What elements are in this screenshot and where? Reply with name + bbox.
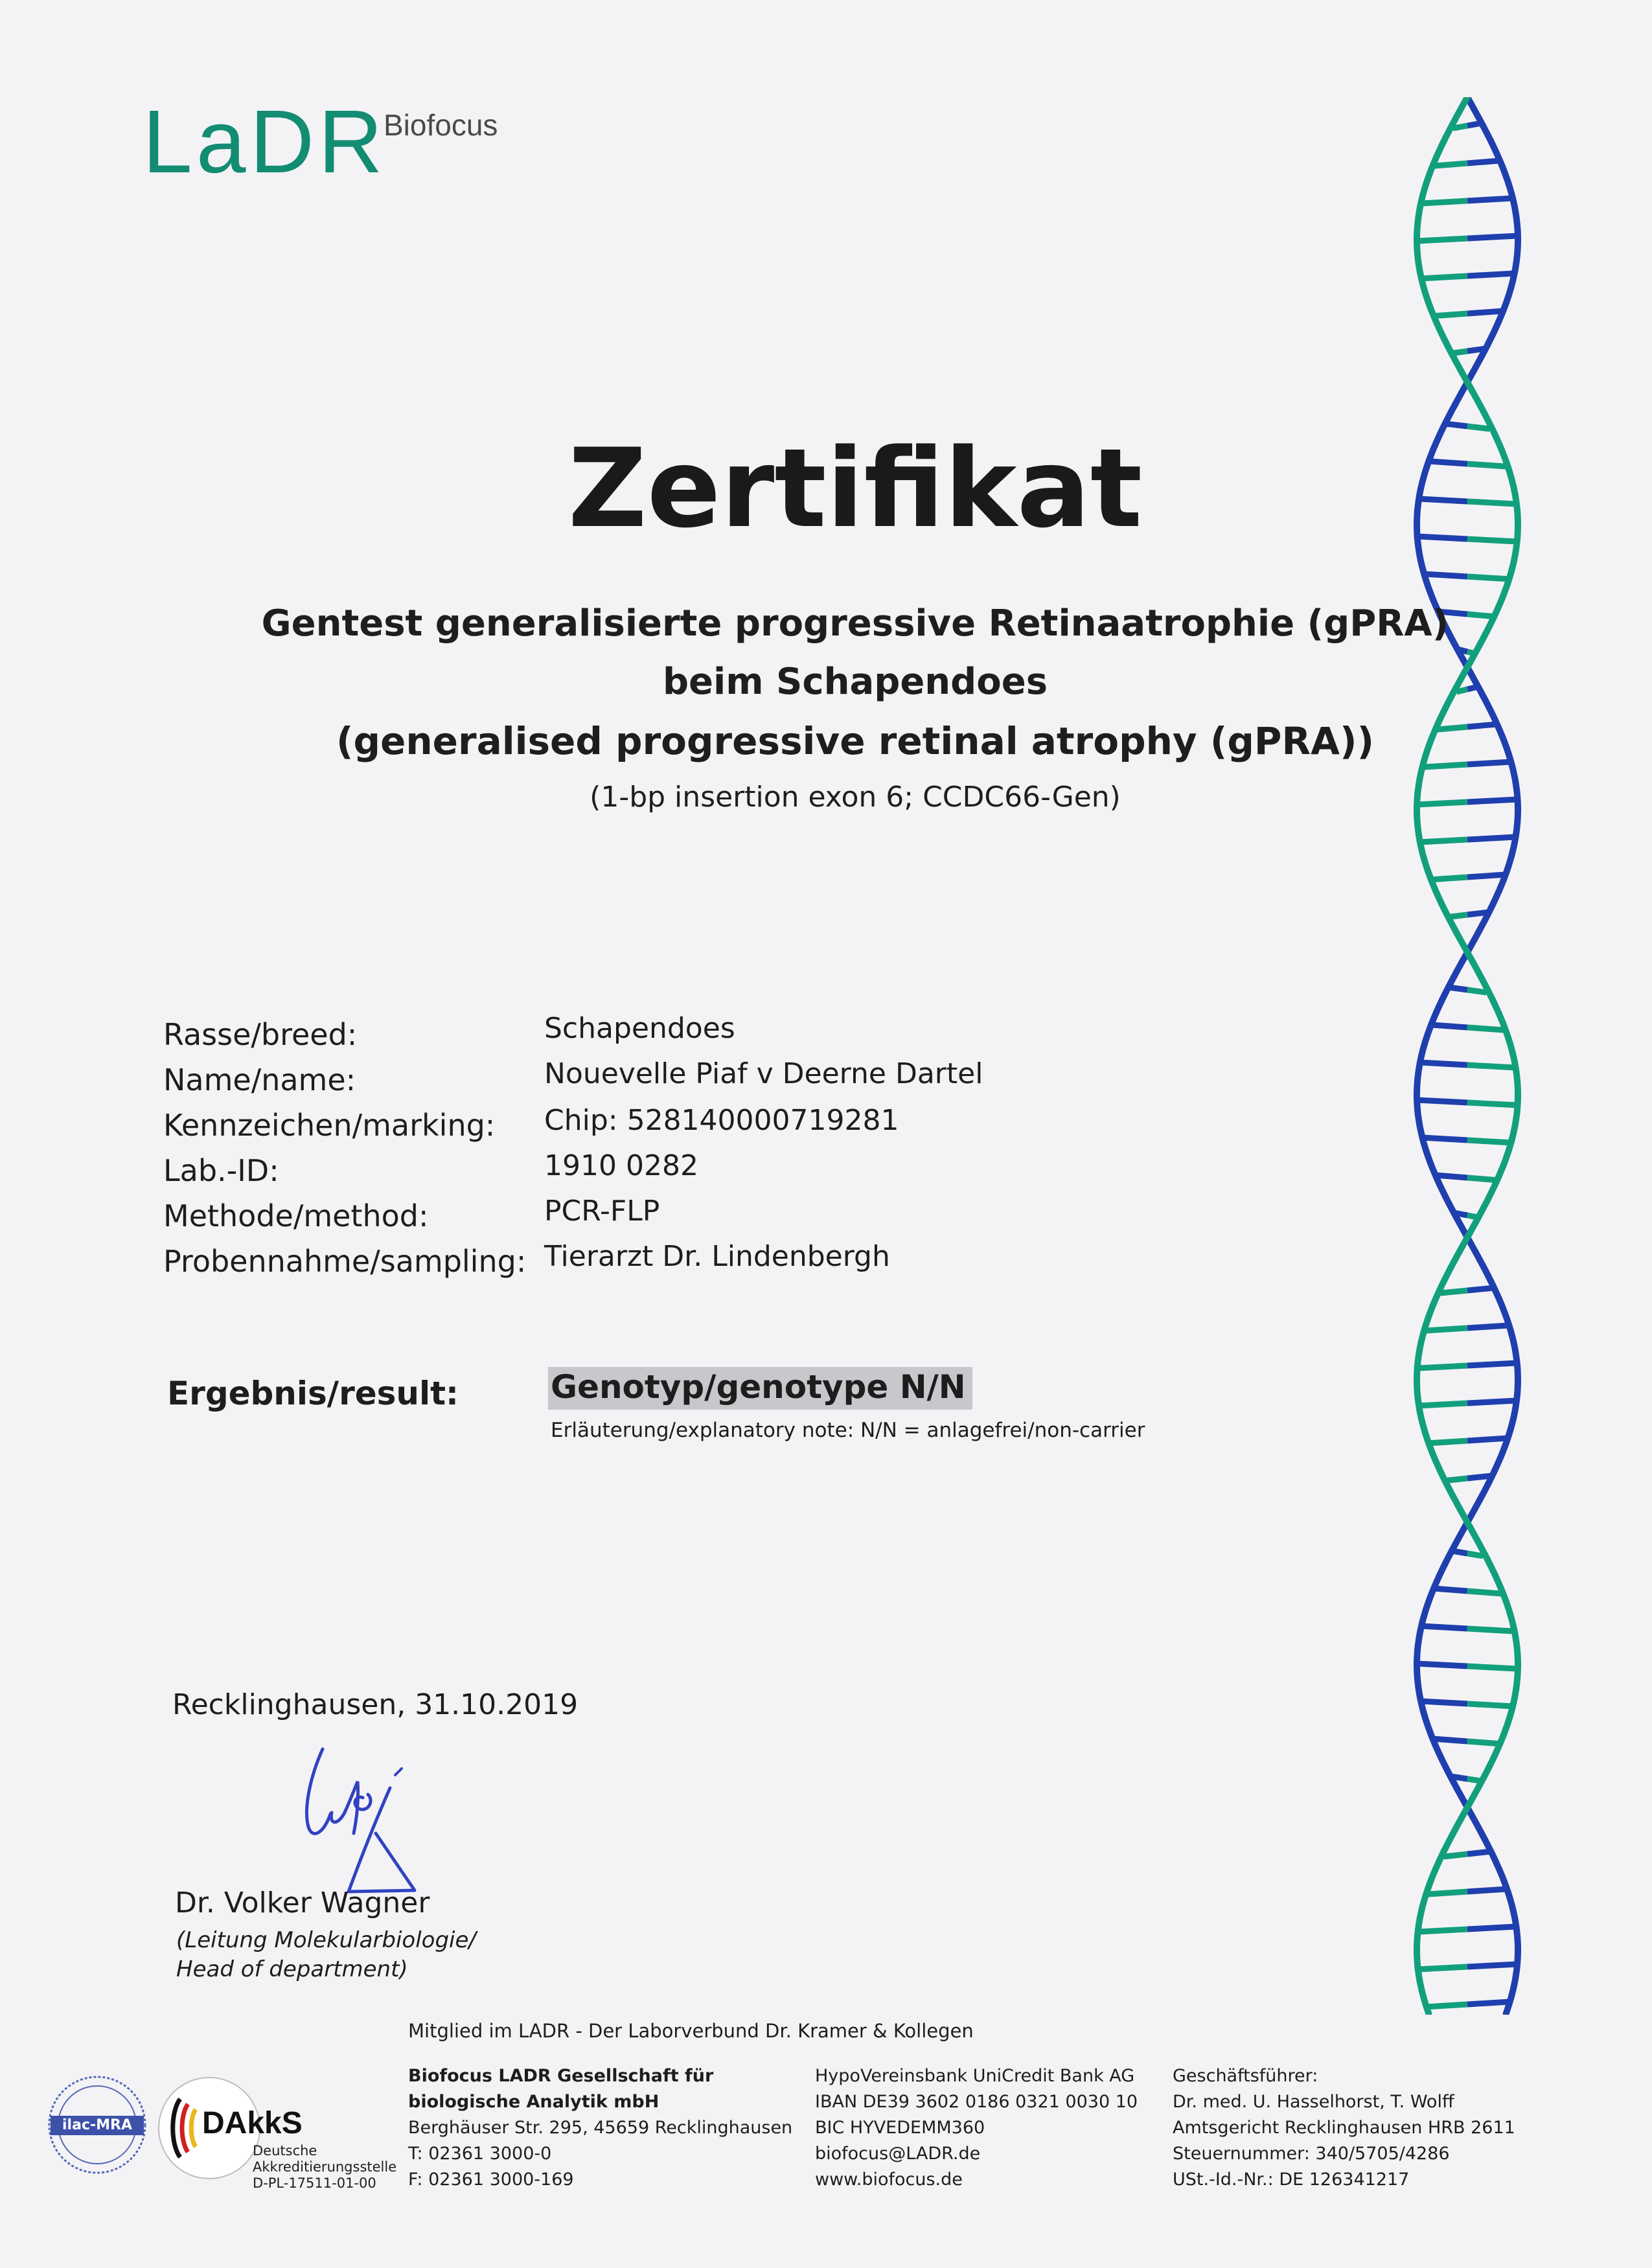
helix-rung [1436,1175,1467,1178]
helix-rung [1425,2004,1467,2007]
helix-rung [1467,1704,1514,1706]
breed-value: Schapendoes [544,1012,735,1045]
dakks-text [253,2143,396,2192]
helix-rung [1467,1927,1516,1929]
company-fax: F: 02361 3000-169 [408,2170,574,2190]
footer-bank [815,2063,1138,2193]
helix-rung [1467,837,1516,840]
sampling-value: Tierarzt Dr. Lindenbergh [544,1240,890,1273]
helix-rung [1467,1964,1517,1967]
email-link[interactable]: biofocus@LADR.de [815,2144,981,2164]
helix-rung [1423,1138,1467,1140]
helix-strand [1417,97,1518,2013]
helix-rung [1467,1401,1517,1403]
helix-rung [1444,1854,1467,1857]
helix-rung [1467,426,1489,429]
footer-management [1173,2063,1515,2193]
helix-rung [1435,163,1467,166]
helix-rung [1467,273,1515,276]
helix-rung [1432,1739,1467,1741]
name-label: Name/name: [163,1062,356,1097]
helix-rung [1467,1140,1512,1143]
signer-name: Dr. Volker Wagner [175,1886,430,1919]
management-vat: USt.-Id.-Nr.: DE 126341217 [1173,2170,1410,2190]
helix-rung [1434,1588,1467,1591]
helix-rung [1431,1025,1467,1027]
bank-bic: BIC HYVEDEMM360 [815,2118,985,2138]
ilac-mra-label: ilac-MRA [62,2117,132,2133]
helix-rung [1419,1929,1467,1932]
subtitle-line1: Gentest generalisierte progressive Retinaatrophie (gPRA) [261,602,1449,645]
name-value: Nouevelle Piaf v Deerne Dartel [544,1057,983,1090]
helix-rung [1467,1438,1508,1441]
helix-rung [1467,1629,1513,1631]
helix-rung [1417,1100,1467,1103]
signer-role-line1: (Leitung Molekularbiologie/ [176,1927,476,1953]
result-note: Erläuterung/explanatory note: N/N = anlagefrei/non-carrier [551,1419,1145,1442]
helix-rung [1467,1851,1491,1854]
helix-rung [1467,577,1511,579]
lab-id-label: Lab.-ID: [163,1153,279,1188]
dakks-id: D-PL-17511-01-00 [253,2175,376,2191]
management-heading: Geschäftsführer: [1173,2066,1318,2086]
place-date: Recklinghausen, 31.10.2019 [172,1688,579,1721]
logo-sub: Biofocus [384,108,498,142]
helix-rung [1467,1666,1518,1669]
company-name1: Biofocus LADR Gesellschaft für [408,2066,714,2086]
page-title: Zertifikat [568,425,1143,552]
ladr-logo [143,92,498,192]
helix-rung [1420,1062,1467,1065]
helix-rung [1467,1288,1494,1290]
sampling-label: Probennahme/sampling: [163,1244,527,1279]
helix-rung [1426,1328,1467,1331]
website-link[interactable]: www.biofocus.de [815,2170,963,2190]
management-court: Amtsgericht Recklinghausen HRB 2611 [1173,2118,1515,2138]
helix-rung [1467,161,1500,163]
helix-rung [1429,877,1467,880]
helix-rung [1428,1892,1467,1894]
helix-rung [1467,1027,1504,1030]
membership-note: Mitglied im LADR - Der Laborverbund Dr. Kramer & Kollegen [408,2020,974,2042]
company-phone: T: 02361 3000-0 [408,2144,552,2164]
helix-rung [1467,1325,1509,1328]
company-address: Berghäuser Str. 295, 45659 Recklinghausen [408,2118,793,2138]
helix-rung [1441,1290,1467,1293]
helix-rung [1419,840,1467,842]
helix-rung [1417,1366,1467,1368]
method-label: Methode/method: [163,1198,429,1233]
result-label: Ergebnis/result: [167,1375,459,1412]
helix-rung [1424,574,1467,577]
signature-icon [292,1736,447,1905]
helix-rung [1427,1441,1467,1443]
subtitle-line2: beim Schapendoes [662,661,1048,703]
subtitle-line4: (1-bp insertion exon 6; CCDC66-Gen) [590,781,1121,814]
helix-rung [1467,990,1486,992]
dakks-line1: Deutsche [253,2143,317,2159]
helix-rung [1467,198,1513,201]
helix-rung [1422,201,1467,203]
dna-helix-icon [1399,97,1535,2015]
marking-label: Kennzeichen/marking: [163,1108,496,1143]
dakks-line2: Akkreditierungsstelle [253,2159,397,2175]
helix-rung [1467,311,1503,314]
helix-rung [1467,1889,1507,1892]
marking-value: Chip: 528140000719281 [544,1104,899,1137]
helix-rung [1417,1967,1467,1969]
helix-rung [1420,276,1467,279]
helix-rung [1467,1553,1483,1556]
result-value: Genotyp/genotype N/N [548,1367,972,1410]
helix-rung [1467,875,1506,877]
helix-rung [1417,238,1467,241]
dakks-label: DAkkS [202,2106,303,2140]
helix-rung [1421,1701,1467,1704]
helix-rung [1467,1363,1517,1366]
signer-role-line2: Head of department) [176,1956,408,1982]
helix-rung [1417,1664,1467,1666]
helix-rung [1467,1065,1515,1068]
management-names: Dr. med. U. Hasselhorst, T. Wolff [1173,2092,1454,2112]
bank-iban: IBAN DE39 3602 0186 0321 0030 10 [815,2092,1138,2112]
helix-rung [1467,236,1518,238]
lab-id-value: 1910 0282 [544,1149,698,1182]
helix-rung [1424,764,1467,767]
helix-rung [1453,126,1467,128]
helix-rung [1421,1626,1467,1629]
bank-name: HypoVereinsbank UniCredit Bank AG [815,2066,1135,2086]
helix-rung [1467,1591,1501,1594]
subtitle-line3: (generalised progressive retinal atrophy (gPRA)) [336,719,1375,763]
helix-rung [1467,2002,1510,2004]
company-name2: biologische Analytik mbH [408,2092,660,2112]
logo-mark: LaDR [143,92,387,192]
helix-rung [1467,1103,1518,1105]
management-tax: Steuernummer: 340/5705/4286 [1173,2144,1450,2164]
method-value: PCR-FLP [544,1195,660,1228]
helix-rung [1418,1403,1467,1406]
breed-label: Rasse/breed: [163,1017,358,1052]
footer-company [408,2063,792,2193]
